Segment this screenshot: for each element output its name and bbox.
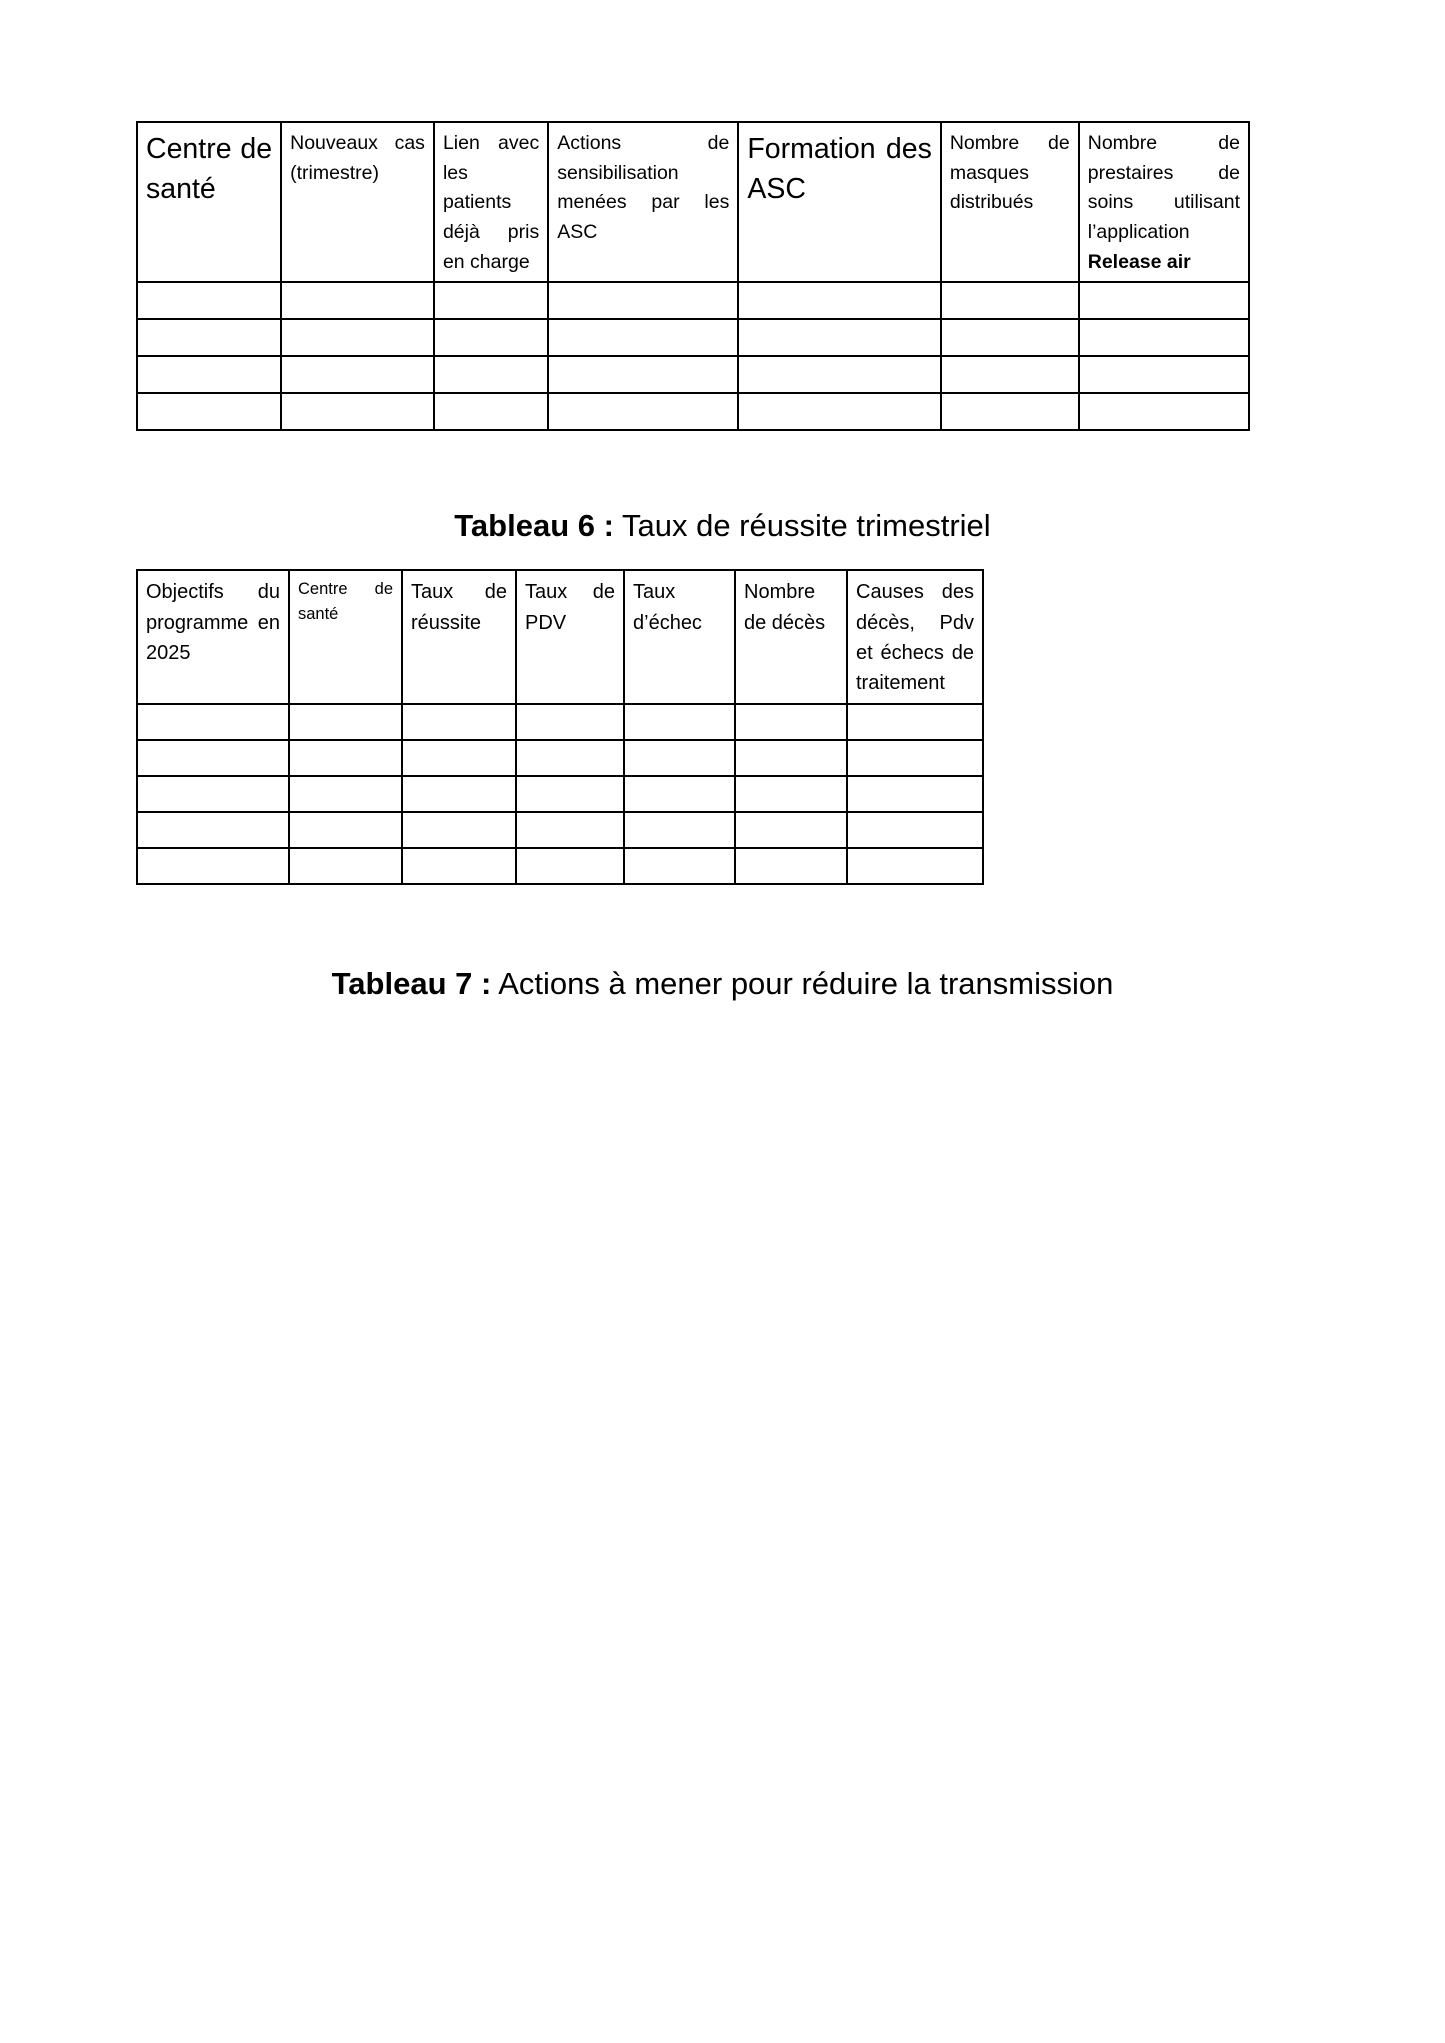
table-cell[interactable] <box>847 776 983 812</box>
table-cell[interactable] <box>289 848 402 884</box>
table-cell[interactable] <box>137 393 281 430</box>
column-header-taux-echec <box>624 570 735 704</box>
column-header-nombre-deces <box>735 570 847 704</box>
table-cell[interactable] <box>735 812 847 848</box>
header-text: Actions de sensibilisation menées par les ASC <box>557 132 730 243</box>
table-row <box>137 282 1249 319</box>
table-cell[interactable] <box>624 848 735 884</box>
table-cell[interactable] <box>1079 356 1249 393</box>
column-header-lien-patients <box>434 122 548 282</box>
table-cell[interactable] <box>738 356 941 393</box>
column-header-actions-sensibilisation <box>548 122 738 282</box>
table-cell[interactable] <box>281 356 434 393</box>
table-suivi-communautaire <box>136 121 1250 431</box>
table-cell[interactable] <box>137 740 289 776</box>
table-cell[interactable] <box>402 740 516 776</box>
caption-title: Actions à mener pour réduire la transmission <box>491 965 1114 1001</box>
column-header-masques-distribues <box>941 122 1079 282</box>
table-cell[interactable] <box>137 704 289 740</box>
table-row <box>137 356 1249 393</box>
caption-tableau-6 <box>0 505 1445 547</box>
header-text: Nouveaux cas (trimestre) <box>290 132 425 184</box>
table-cell[interactable] <box>137 848 289 884</box>
table-cell[interactable] <box>434 356 548 393</box>
caption-title: Taux de réussite trimestriel <box>613 508 991 544</box>
table-cell[interactable] <box>735 848 847 884</box>
table-cell[interactable] <box>402 704 516 740</box>
table-row <box>137 848 983 884</box>
table-cell[interactable] <box>434 393 548 430</box>
table-cell[interactable] <box>735 740 847 776</box>
table-cell[interactable] <box>548 319 738 356</box>
table-cell[interactable] <box>1079 282 1249 319</box>
table-cell[interactable] <box>289 812 402 848</box>
column-header-causes-deces-pdv-echecs <box>847 570 983 704</box>
caption-label: Tableau 7 : <box>331 965 492 1001</box>
table-header-row <box>137 122 1249 282</box>
table-cell[interactable] <box>137 812 289 848</box>
table-cell[interactable] <box>289 740 402 776</box>
table-cell[interactable] <box>738 319 941 356</box>
caption-label: Tableau 6 : <box>454 508 614 544</box>
table-row <box>137 319 1249 356</box>
column-header-nouveaux-cas <box>281 122 434 282</box>
caption-tableau-7 <box>0 963 1445 1005</box>
header-text: Nombre de décès <box>744 581 826 634</box>
column-header-centre-de-sante <box>137 122 281 282</box>
table-cell[interactable] <box>281 282 434 319</box>
header-text: Nombre de prestaires de soins utilisant l’application <box>1087 132 1240 243</box>
header-text: Centre de santé <box>298 580 393 624</box>
table-cell[interactable] <box>847 848 983 884</box>
table-cell[interactable] <box>137 319 281 356</box>
table-cell[interactable] <box>289 704 402 740</box>
table-cell[interactable] <box>548 393 738 430</box>
column-header-objectifs-programme <box>137 570 289 704</box>
header-text: Taux de réussite <box>411 581 507 634</box>
table-cell[interactable] <box>738 393 941 430</box>
header-text: Nombre de masques distribués <box>949 132 1070 214</box>
header-text: Lien avec les patients déjà pris en charge <box>442 132 540 273</box>
table-cell[interactable] <box>735 776 847 812</box>
table-cell[interactable] <box>281 393 434 430</box>
column-header-centre-de-sante <box>289 570 402 704</box>
table-header-row <box>137 570 983 704</box>
header-text: Causes des décès, Pdv et échecs de traitement <box>856 581 974 695</box>
table-row <box>137 393 1249 430</box>
table-cell[interactable] <box>402 848 516 884</box>
header-text: Formation des ASC <box>747 133 932 206</box>
table-cell[interactable] <box>137 282 281 319</box>
table-cell[interactable] <box>941 282 1079 319</box>
table-cell[interactable] <box>402 776 516 812</box>
table-cell[interactable] <box>137 776 289 812</box>
table-row <box>137 812 983 848</box>
table-cell[interactable] <box>434 319 548 356</box>
table-cell[interactable] <box>847 704 983 740</box>
table-cell[interactable] <box>738 282 941 319</box>
table-cell[interactable] <box>516 848 624 884</box>
table-row <box>137 776 983 812</box>
table-cell[interactable] <box>624 776 735 812</box>
table-cell[interactable] <box>516 740 624 776</box>
table-cell[interactable] <box>624 704 735 740</box>
table-cell[interactable] <box>516 776 624 812</box>
header-text: Taux d’échec <box>633 581 702 634</box>
table-cell[interactable] <box>548 356 738 393</box>
table-cell[interactable] <box>281 319 434 356</box>
table-cell[interactable] <box>1079 319 1249 356</box>
table-row <box>137 740 983 776</box>
table-cell[interactable] <box>289 776 402 812</box>
table-cell[interactable] <box>624 740 735 776</box>
table-cell[interactable] <box>137 356 281 393</box>
header-text-bold: Release air <box>1087 250 1191 273</box>
column-header-taux-de-reussite <box>402 570 516 704</box>
header-text: Taux de PDV <box>525 581 615 634</box>
table-cell[interactable] <box>548 282 738 319</box>
column-header-prestataires-release-air <box>1079 122 1249 282</box>
column-header-taux-de-pdv <box>516 570 624 704</box>
table-row <box>137 704 983 740</box>
top-margin-spacer <box>0 0 1445 121</box>
table-cell[interactable] <box>941 319 1079 356</box>
table-cell[interactable] <box>516 812 624 848</box>
table-cell[interactable] <box>941 356 1079 393</box>
table-cell[interactable] <box>735 704 847 740</box>
table-cell[interactable] <box>847 740 983 776</box>
table-cell[interactable] <box>434 282 548 319</box>
table-cell[interactable] <box>624 812 735 848</box>
table-cell[interactable] <box>1079 393 1249 430</box>
header-text: Objectifs du programme en 2025 <box>146 581 280 665</box>
column-header-formation-asc <box>738 122 941 282</box>
table-cell[interactable] <box>516 704 624 740</box>
table-cell[interactable] <box>847 812 983 848</box>
header-text: Centre de santé <box>146 133 273 206</box>
table-cell[interactable] <box>402 812 516 848</box>
table-taux-de-reussite <box>136 569 984 885</box>
table-cell[interactable] <box>941 393 1079 430</box>
